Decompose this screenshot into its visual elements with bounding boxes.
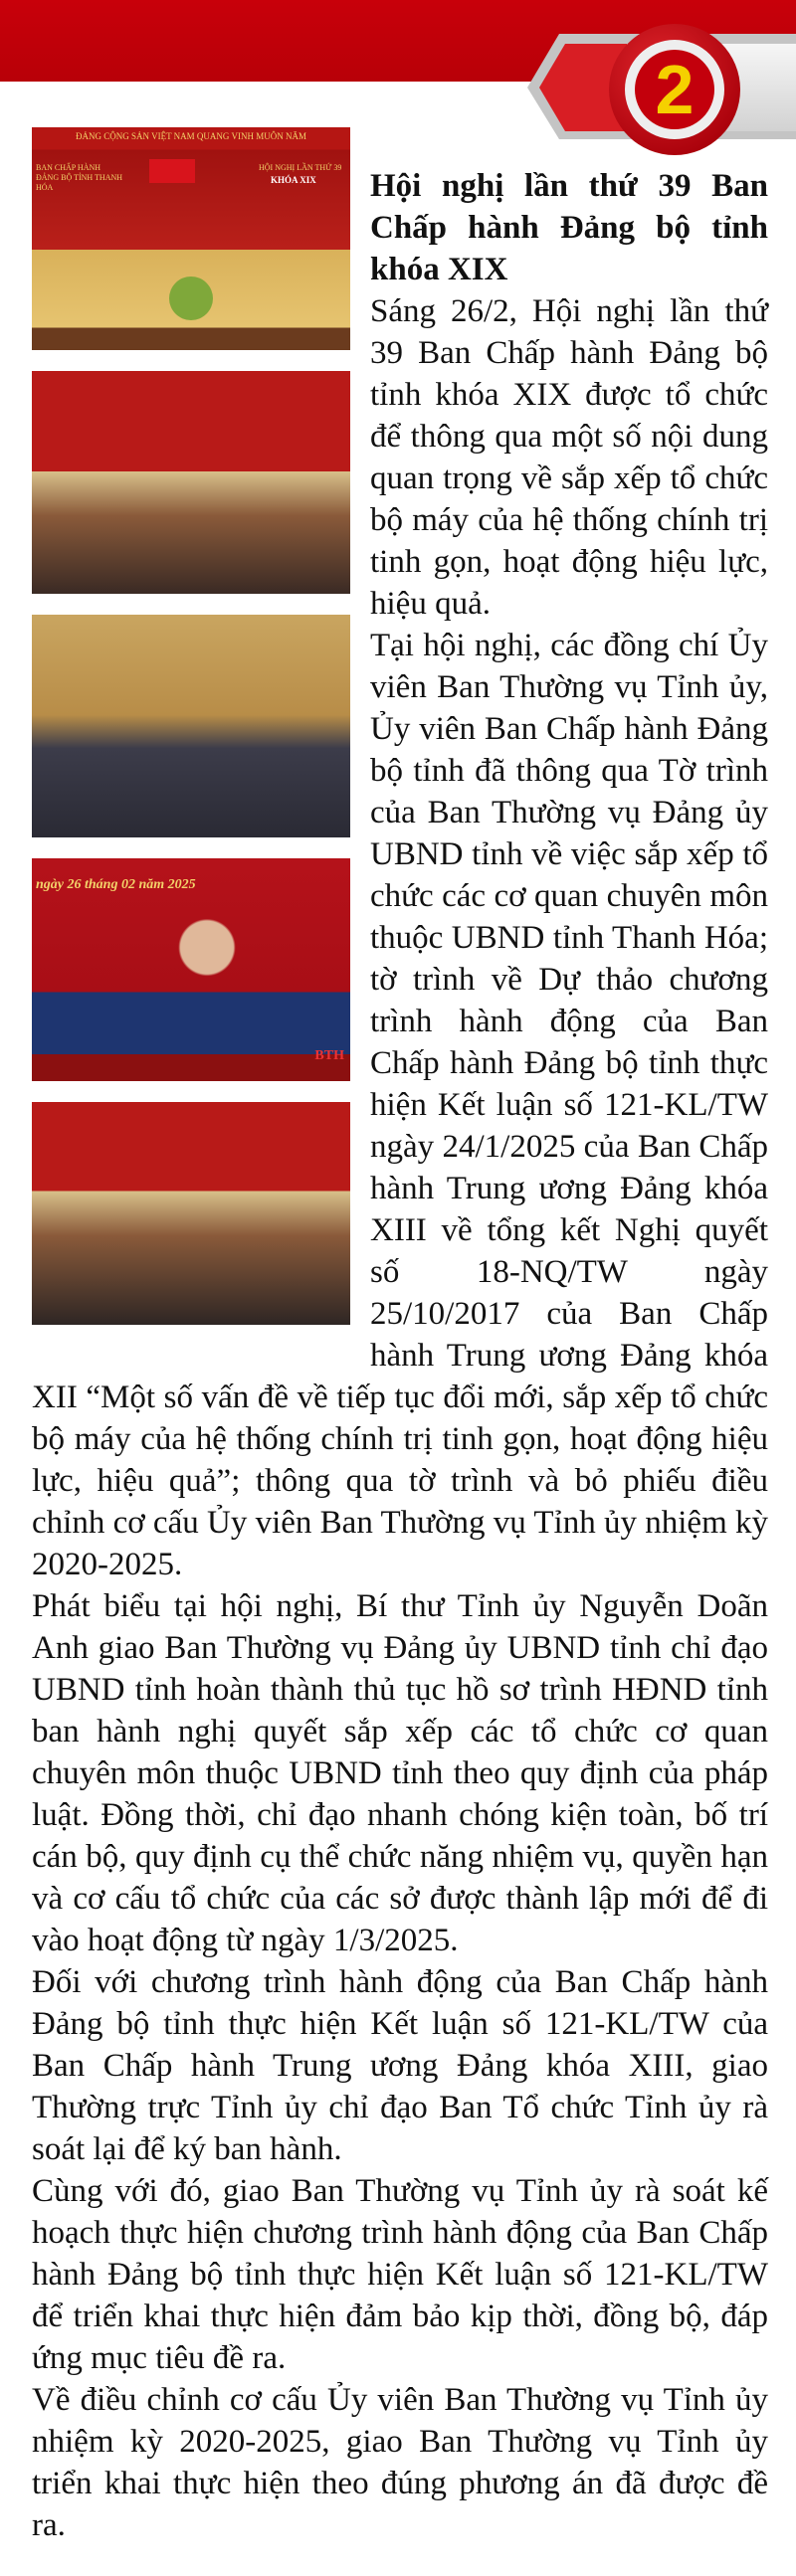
photo-column <box>32 127 350 1325</box>
photo-right-sub: KHÓA XIX <box>271 175 316 185</box>
photo-speaker <box>32 858 350 1081</box>
photo-voting <box>32 1102 350 1325</box>
photo-banner: ĐẢNG CỘNG SẢN VIỆT NAM QUANG VINH MUÔN NĂM <box>75 131 306 141</box>
photo-delegates <box>32 615 350 837</box>
paragraph: Tại hội nghị, các đồng chí Ủy viên Ban Thường vụ Tỉnh ủy, Ủy viên Ban Chấp hành Đảng bộ tỉnh đã thông qua Tờ trình của Ban Thường vụ Đảng ủy UBND tỉnh về việc sắp xếp tổ chức các cơ quan chuyên môn thuộc UBND tỉnh Thanh Hóa; tờ trình về Dự thảo chương trình hành động của Ban Chấp hành Đảng bộ tỉnh thực hiện Kết luận số 121-KL/TW ngày 24/1/2025 của Ban Chấp hành Trung ương Đảng khóa XIII về tổng kết Nghị quyết số 18-NQ/TW ngày 25/10/2017 của Ban Chấp hành Trung ương Đảng khóa XII “Một số vấn đề về tiếp tục đổi mới, sắp xếp tổ chức bộ máy của hệ thống chính trị tinh gọn, hoạt động hiệu lực, hiệu quả”; thông qua tờ trình và bỏ phiếu điều chỉnh cơ cấu Ủy viên Ban Thường vụ Tỉnh ủy nhiệm kỳ 2020-2025. <box>32 628 768 1582</box>
paragraph: Phát biểu tại hội nghị, Bí thư Tỉnh ủy Nguyễn Doãn Anh giao Ban Thường vụ Đảng ủy UBND tỉnh chỉ đạo UBND tỉnh hoàn thành thủ tục hồ sơ trình HĐND tỉnh ban hành nghị quyết sắp xếp các tổ chức cơ quan chuyên môn thuộc UBND tỉnh theo quy định của pháp luật. Đồng thời, chỉ đạo nhanh chóng kiện toàn, bố trí cán bộ, quy định cụ thể chức năng nhiệm vụ, quyền hạn và cơ cấu tổ chức của các sở được thành lập mới để đi vào hoạt động từ ngày 1/3/2025. <box>32 1588 768 1958</box>
flag-icon <box>149 159 195 183</box>
paragraph: Sáng 26/2, Hội nghị lần thứ 39 Ban Chấp hành Đảng bộ tỉnh khóa XIX được tổ chức để thông qua một số nội dung quan trọng về sắp xếp tổ chức bộ máy của hệ thống chính trị tinh gọn, hoạt động hiệu lực, hiệu quả. <box>370 293 768 622</box>
photo-left-text: BAN CHẤP HÀNH ĐẢNG BỘ TỈNH THANH HÓA <box>36 163 123 192</box>
flowers <box>169 276 213 320</box>
paragraph: Về điều chỉnh cơ cấu Ủy viên Ban Thường vụ Tỉnh ủy nhiệm kỳ 2020-2025, giao Ban Thường vụ Tỉnh ủy triển khai thực hiện theo đúng phương án đã được đề ra. <box>32 2382 768 2543</box>
paragraph: Đối với chương trình hành động của Ban Chấp hành Đảng bộ tỉnh thực hiện Kết luận số 121-KL/TW của Ban Chấp hành Trung ương Đảng khóa XIII, giao Thường trực Tỉnh ủy chỉ đạo Ban Tổ chức Tỉnh ủy rà soát lại để ký ban hành. <box>32 1964 768 2167</box>
paragraph: Cùng với đó, giao Ban Thường vụ Tỉnh ủy rà soát kế hoạch thực hiện chương trình hành động của Ban Chấp hành Đảng bộ tỉnh thực hiện Kết luận số 121-KL/TW để triển khai thực hiện đảm bảo kịp thời, đồng bộ, đáp ứng mục tiêu đề ra. <box>32 2173 768 2376</box>
photo-caption: ngày 26 tháng 02 năm 2025 <box>36 877 196 892</box>
photo-right-text: HỘI NGHỊ LẦN THỨ 39 <box>259 163 342 172</box>
article-title: Hội nghị lần thứ 39 Ban Chấp hành Đảng bộ tỉnh khóa XIX <box>370 168 768 287</box>
photo-conference-stage <box>32 127 350 350</box>
section-number: 2 <box>655 51 695 128</box>
photo-watermark: BTH <box>314 1048 344 1063</box>
photo-conference-hall <box>32 371 350 594</box>
article <box>32 127 768 2546</box>
